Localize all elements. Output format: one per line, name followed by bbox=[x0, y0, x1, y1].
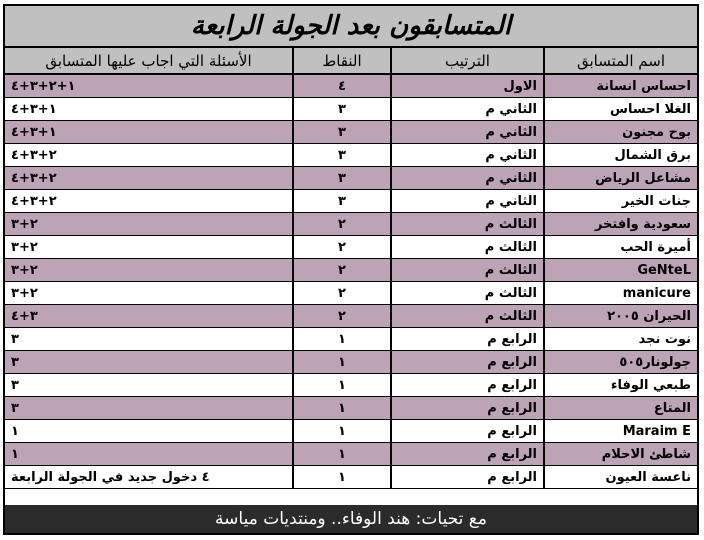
contestant-rank: الاول bbox=[391, 74, 544, 98]
contestant-rank: الرابع م bbox=[391, 374, 544, 397]
contestant-name: المتاع bbox=[544, 397, 697, 420]
contestant-name: طبعي الوفاء bbox=[544, 374, 697, 397]
contestant-name: برق الشمال bbox=[544, 144, 697, 167]
contestant-questions: ٣ bbox=[5, 351, 293, 374]
contestant-rank: الثالث م bbox=[391, 282, 544, 305]
header-rank: الترتيب bbox=[391, 48, 544, 74]
header-row bbox=[5, 48, 697, 74]
contestant-name: الغلا احساس bbox=[544, 98, 697, 121]
contestant-questions: ١ bbox=[5, 420, 293, 443]
contestant-points: ١ bbox=[293, 328, 391, 351]
contestant-rank: الثاني م bbox=[391, 98, 544, 121]
contestant-name: أميرة الحب bbox=[544, 236, 697, 259]
contestant-points: ١ bbox=[293, 420, 391, 443]
contestant-rank: الثالث م bbox=[391, 213, 544, 236]
table-row bbox=[5, 374, 697, 397]
table-row bbox=[5, 74, 697, 98]
contestant-points: ٢ bbox=[293, 213, 391, 236]
contestant-questions: ٤ دخول جديد في الجولة الرابعة bbox=[5, 466, 293, 489]
contestant-rank: الرابع م bbox=[391, 466, 544, 489]
contestant-rank: الثالث م bbox=[391, 236, 544, 259]
contestant-questions: ٢+٣ bbox=[5, 236, 293, 259]
contestant-questions: ٢+٣ bbox=[5, 259, 293, 282]
contestant-questions: ١+٣+٤ bbox=[5, 98, 293, 121]
contestant-name: سعودية وافتخر bbox=[544, 213, 697, 236]
contestant-questions: ١ bbox=[5, 443, 293, 466]
table-row bbox=[5, 236, 697, 259]
standings-table bbox=[5, 48, 697, 489]
contestant-name: ناعسة العيون bbox=[544, 466, 697, 489]
contestant-questions: ٢+٣+٤ bbox=[5, 144, 293, 167]
table-row bbox=[5, 98, 697, 121]
contestant-name: جولونار٥٠٥ bbox=[544, 351, 697, 374]
contestant-rank: الثاني م bbox=[391, 121, 544, 144]
header-points: النقاط bbox=[293, 48, 391, 74]
table-row bbox=[5, 351, 697, 374]
table-row bbox=[5, 259, 697, 282]
contestant-questions: ٣+٤ bbox=[5, 305, 293, 328]
table-row bbox=[5, 466, 697, 489]
header-questions: الأسئلة التي اجاب عليها المتسابق bbox=[5, 48, 293, 74]
standings-table-frame bbox=[3, 4, 699, 535]
table-row bbox=[5, 144, 697, 167]
contestant-questions: ١+٢+٣+٤ bbox=[5, 74, 293, 98]
contestant-points: ٣ bbox=[293, 167, 391, 190]
contestant-rank: الرابع م bbox=[391, 420, 544, 443]
contestant-points: ٣ bbox=[293, 98, 391, 121]
contestant-points: ١ bbox=[293, 466, 391, 489]
contestant-name: جنات الخير bbox=[544, 190, 697, 213]
table-row bbox=[5, 121, 697, 144]
table-row bbox=[5, 282, 697, 305]
table-row bbox=[5, 397, 697, 420]
contestant-points: ١ bbox=[293, 351, 391, 374]
contestant-points: ٣ bbox=[293, 121, 391, 144]
contestant-rank: الرابع م bbox=[391, 397, 544, 420]
contestant-rank: الثالث م bbox=[391, 259, 544, 282]
contestant-rank: الرابع م bbox=[391, 328, 544, 351]
contestant-questions: ١+٣+٤ bbox=[5, 121, 293, 144]
table-row bbox=[5, 190, 697, 213]
contestant-points: ٣ bbox=[293, 144, 391, 167]
contestant-rank: الرابع م bbox=[391, 443, 544, 466]
contestant-points: ٤ bbox=[293, 74, 391, 98]
table-row bbox=[5, 328, 697, 351]
table-row bbox=[5, 305, 697, 328]
contestant-points: ٣ bbox=[293, 190, 391, 213]
contestant-name: GeNteL bbox=[544, 259, 697, 282]
contestant-name: احساس انسانة bbox=[544, 74, 697, 98]
contestant-name: شاطئ الاحلام bbox=[544, 443, 697, 466]
contestant-name: نوت نجد bbox=[544, 328, 697, 351]
table-row bbox=[5, 420, 697, 443]
contestant-points: ٢ bbox=[293, 236, 391, 259]
table-row bbox=[5, 167, 697, 190]
contestant-questions: ٢+٣+٤ bbox=[5, 190, 293, 213]
contestant-name: مشاعل الرياض bbox=[544, 167, 697, 190]
contestant-rank: الثاني م bbox=[391, 190, 544, 213]
table-row bbox=[5, 213, 697, 236]
page-title: المتسابقون بعد الجولة الرابعة bbox=[5, 6, 697, 48]
contestant-name: manicure bbox=[544, 282, 697, 305]
contestant-questions: ٣ bbox=[5, 328, 293, 351]
contestant-points: ٢ bbox=[293, 282, 391, 305]
contestant-rank: الرابع م bbox=[391, 351, 544, 374]
table-row bbox=[5, 443, 697, 466]
contestant-questions: ٢+٣+٤ bbox=[5, 167, 293, 190]
contestant-points: ١ bbox=[293, 397, 391, 420]
contestant-name: بوح مجنون bbox=[544, 121, 697, 144]
contestant-questions: ٣ bbox=[5, 374, 293, 397]
contestant-name: Maraim E bbox=[544, 420, 697, 443]
contestant-rank: الثاني م bbox=[391, 167, 544, 190]
contestant-rank: الثالث م bbox=[391, 305, 544, 328]
footer-credit: مع تحيات: هند الوفاء.. ومنتديات مياسة bbox=[5, 505, 697, 533]
contestant-rank: الثاني م bbox=[391, 144, 544, 167]
header-name: اسم المتسابق bbox=[544, 48, 697, 74]
contestant-questions: ٢+٣ bbox=[5, 282, 293, 305]
contestant-points: ٢ bbox=[293, 259, 391, 282]
contestant-questions: ٣ bbox=[5, 397, 293, 420]
contestant-name: الحيران ٢٠٠٥ bbox=[544, 305, 697, 328]
contestant-questions: ٢+٣ bbox=[5, 213, 293, 236]
contestant-points: ١ bbox=[293, 443, 391, 466]
contestant-points: ٢ bbox=[293, 305, 391, 328]
contestant-points: ١ bbox=[293, 374, 391, 397]
